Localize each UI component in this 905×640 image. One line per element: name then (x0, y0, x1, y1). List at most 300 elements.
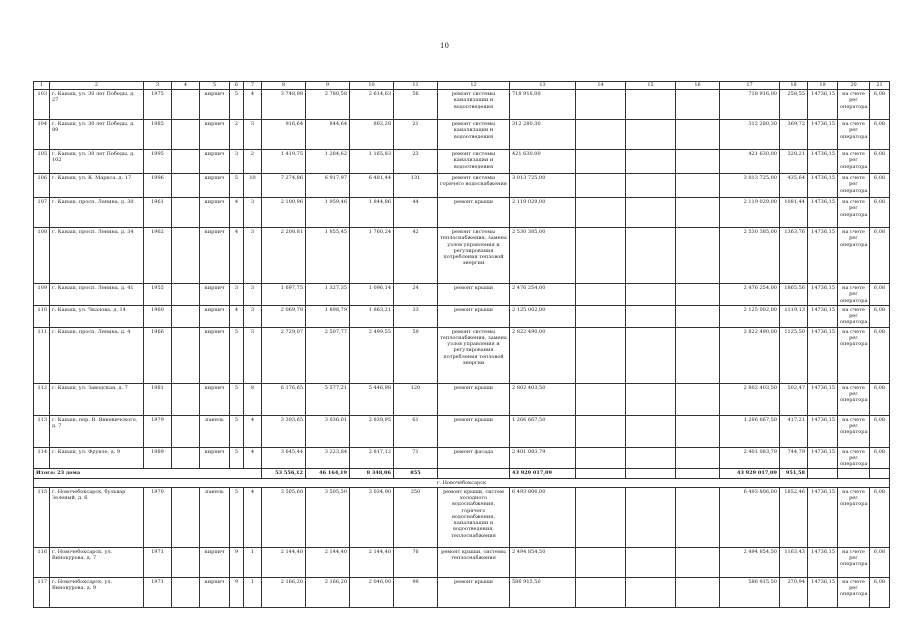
total-cost-cell: 6 493 806,00 (720, 487, 780, 547)
empty-cell (626, 383, 676, 415)
empty-cell (626, 487, 676, 547)
empty-cell (626, 90, 676, 120)
residential-area-cell: 2 817,12 (350, 447, 394, 469)
table-row (34, 284, 890, 306)
total-cost-cell: 312 280,30 (720, 120, 780, 150)
empty-cell (626, 174, 676, 198)
empty-cell (626, 228, 676, 284)
column-number-cell: 1 (34, 82, 50, 90)
cost-per-m2-cell: 258,55 (780, 90, 808, 120)
limit-cost-cell: 14736,15 (808, 547, 838, 577)
residential-area-cell: 1 863,21 (350, 305, 394, 327)
year-cell: 1989 (144, 447, 172, 469)
premises-area-cell: 844,64 (306, 120, 350, 150)
floors-cell: 4 (230, 305, 244, 327)
empty-cell (576, 228, 626, 284)
total-area-cell: 3 748,98 (262, 90, 306, 120)
year-cell: 1971 (144, 577, 172, 607)
residents-cell: 76 (394, 547, 438, 577)
empty-cell (626, 469, 676, 478)
empty-cell (172, 305, 200, 327)
residential-area-cell: 3 034,90 (350, 487, 394, 547)
table-row (34, 383, 890, 415)
column-number-cell: 4 (172, 82, 200, 90)
funding-source-cell: на счете рег оператора (838, 415, 870, 447)
cost-per-m2-cell: 1865,56 (780, 284, 808, 306)
term-cell: 6,08 (870, 90, 890, 120)
wall-material-cell: панель (200, 415, 230, 447)
column-number-cell: 10 (350, 82, 394, 90)
empty-cell (576, 284, 626, 306)
floors-cell: 3 (230, 150, 244, 174)
total-area-cell: 2 100,96 (262, 198, 306, 228)
premises-area-cell: 1 327,35 (306, 284, 350, 306)
total-area-cell: 7 274,86 (262, 174, 306, 198)
address-cell: г. Новочебоксарск, ул. Винокурова, д. 7 (50, 547, 144, 577)
premises-area-cell: 1 284,62 (306, 150, 350, 174)
empty-cell (576, 487, 626, 547)
floors-cell: 5 (230, 174, 244, 198)
empty-cell (576, 150, 626, 174)
empty-cell (676, 577, 720, 607)
residents-cell: 131 (394, 174, 438, 198)
floors-cell: 5 (230, 327, 244, 383)
residential-area-cell: 802,28 (350, 120, 394, 150)
total-row (34, 469, 890, 478)
wall-material-cell: кирпич (200, 174, 230, 198)
entrances-cell: 3 (244, 327, 262, 383)
term-cell: 6,08 (870, 174, 890, 198)
entrances-cell: 4 (244, 415, 262, 447)
residents-cell: 61 (394, 415, 438, 447)
limit-cost-cell: 14736,15 (808, 415, 838, 447)
cost-per-m2-cell: 951,58 (780, 469, 808, 478)
empty-cell (676, 150, 720, 174)
premises-area-cell: 2 166,20 (306, 577, 350, 607)
work-type-cell: ремонт системы канализации и водоотведения (438, 120, 510, 150)
residents-cell: 71 (394, 447, 438, 469)
empty-cell (676, 383, 720, 415)
residents-cell: 42 (394, 228, 438, 284)
year-cell: 1996 (144, 174, 172, 198)
total-cost-cell: 421 630,00 (720, 150, 780, 174)
total-label-cell: Итого: 23 дома (34, 469, 262, 478)
empty-cell (676, 447, 720, 469)
work-type-cell: ремонт крыши (438, 305, 510, 327)
table-row (34, 305, 890, 327)
limit-cost-cell: 14736,15 (808, 487, 838, 547)
floors-cell: 5 (230, 447, 244, 469)
empty-cell (676, 327, 720, 383)
row-number-cell: 111 (34, 327, 50, 383)
empty-cell (172, 150, 200, 174)
work-type-cell: ремонт фасада (438, 447, 510, 469)
floors-cell: 9 (230, 547, 244, 577)
address-cell: г. Новочебоксарск, ул. Винокурова, д. 9 (50, 577, 144, 607)
cost-cell: 3 013 725,00 (510, 174, 576, 198)
total-cost-cell: 2 476 254,00 (720, 284, 780, 306)
column-number-cell: 6 (230, 82, 244, 90)
cost-cell: 312 280,30 (510, 120, 576, 150)
table-row (34, 198, 890, 228)
limit-cost-cell: 14736,15 (808, 305, 838, 327)
funding-source-cell: на счете рег оператора (838, 327, 870, 383)
cost-cell: 2 530 385,00 (510, 228, 576, 284)
column-number-cell: 5 (200, 82, 230, 90)
work-type-cell: ремонт крыши, системы теплоснабжения (438, 547, 510, 577)
wall-material-cell: кирпич (200, 120, 230, 150)
wall-material-cell: кирпич (200, 150, 230, 174)
empty-cell (172, 487, 200, 547)
wall-material-cell: кирпич (200, 327, 230, 383)
premises-area-cell: 2 144,40 (306, 547, 350, 577)
premises-area-cell: 46 164,19 (306, 469, 350, 478)
total-area-cell: 6 176,65 (262, 383, 306, 415)
entrances-cell: 4 (244, 447, 262, 469)
term-cell: 6,08 (870, 415, 890, 447)
table-row (34, 447, 890, 469)
empty-cell (172, 198, 200, 228)
premises-area-cell: 1 855,45 (306, 228, 350, 284)
term-cell: 6,08 (870, 383, 890, 415)
work-type-cell: ремонт крыши (438, 284, 510, 306)
column-number-cell: 19 (808, 82, 838, 90)
total-area-cell: 2 166,20 (262, 577, 306, 607)
total-area-cell: 2 144,40 (262, 547, 306, 577)
address-cell: г. Канаш, ул. 30 лет Победы, д. 27 (50, 90, 144, 120)
empty-cell (676, 284, 720, 306)
row-number-cell: 110 (34, 305, 50, 327)
residential-area-cell: 1 165,83 (350, 150, 394, 174)
work-type-cell: ремонт системы канализации и водоотведения (438, 90, 510, 120)
row-number-cell: 116 (34, 547, 50, 577)
term-cell: 6,08 (870, 577, 890, 607)
limit-cost-cell: 14736,15 (808, 228, 838, 284)
term-cell: 6,08 (870, 228, 890, 284)
year-cell: 1970 (144, 487, 172, 547)
cost-per-m2-cell: 1125,50 (780, 327, 808, 383)
empty-cell (808, 469, 838, 478)
empty-cell (576, 577, 626, 607)
work-type-cell: ремонт крыши (438, 577, 510, 607)
premises-area-cell: 3 036,01 (306, 415, 350, 447)
cost-per-m2-cell: 1363,76 (780, 228, 808, 284)
empty-cell (172, 174, 200, 198)
premises-area-cell: 2 780,58 (306, 90, 350, 120)
work-type-cell: ремонт системы теплоснабжения, замена узлов управления и регулирования потребления тепловой энергии (438, 327, 510, 383)
residential-area-cell: 6 481,44 (350, 174, 394, 198)
premises-area-cell: 3 223,84 (306, 447, 350, 469)
empty-cell (172, 547, 200, 577)
table-row (34, 415, 890, 447)
table-row (34, 228, 890, 284)
premises-area-cell: 3 505,50 (306, 487, 350, 547)
floors-cell: 4 (230, 228, 244, 284)
page-number: 10 (440, 42, 449, 50)
wall-material-cell: кирпич (200, 284, 230, 306)
residential-area-cell: 2 046,00 (350, 577, 394, 607)
address-cell: г. Канаш, пер. В. Янкевичского, д. 7 (50, 415, 144, 447)
residential-area-cell: 2 614,63 (350, 90, 394, 120)
year-cell: 1985 (144, 120, 172, 150)
residents-cell: 120 (394, 383, 438, 415)
cost-cell: 1 266 667,50 (510, 415, 576, 447)
limit-cost-cell: 14736,15 (808, 120, 838, 150)
row-number-cell: 117 (34, 577, 50, 607)
empty-cell (172, 327, 200, 383)
empty-cell (676, 415, 720, 447)
floors-cell: 3 (230, 284, 244, 306)
term-cell: 6,08 (870, 547, 890, 577)
limit-cost-cell: 14736,15 (808, 174, 838, 198)
cost-per-m2-cell: 328,21 (780, 150, 808, 174)
row-number-cell: 114 (34, 447, 50, 469)
limit-cost-cell: 14736,15 (808, 577, 838, 607)
row-number-cell: 115 (34, 487, 50, 547)
empty-cell (676, 469, 720, 478)
funding-source-cell: на счете рег оператора (838, 487, 870, 547)
wall-material-cell: кирпич (200, 305, 230, 327)
entrances-cell: 3 (244, 228, 262, 284)
empty-cell (676, 90, 720, 120)
empty-cell (626, 150, 676, 174)
residential-area-cell: 2 839,95 (350, 415, 394, 447)
floors-cell: 4 (230, 198, 244, 228)
column-number-cell: 9 (306, 82, 350, 90)
limit-cost-cell: 14736,15 (808, 150, 838, 174)
total-cost-cell: 586 915,50 (720, 577, 780, 607)
cost-cell: 2 125 002,00 (510, 305, 576, 327)
total-area-cell: 1 697,75 (262, 284, 306, 306)
limit-cost-cell: 14736,15 (808, 198, 838, 228)
row-number-cell: 109 (34, 284, 50, 306)
total-area-cell: 2 729,07 (262, 327, 306, 383)
address-cell: г. Новочебоксарск, бульвар Зеленый, д. 6 (50, 487, 144, 547)
term-cell: 6,08 (870, 150, 890, 174)
empty-cell (576, 174, 626, 198)
residential-area-cell: 1 096,14 (350, 284, 394, 306)
column-number-cell: 16 (676, 82, 720, 90)
funding-source-cell: на счете рег оператора (838, 547, 870, 577)
residents-cell: 56 (394, 90, 438, 120)
empty-cell (172, 415, 200, 447)
entrances-cell: 3 (244, 120, 262, 150)
empty-cell (172, 90, 200, 120)
floors-cell: 5 (230, 487, 244, 547)
table-row (34, 577, 890, 607)
limit-cost-cell: 14736,15 (808, 383, 838, 415)
empty-cell (626, 447, 676, 469)
total-cost-cell: 2 401 083,79 (720, 447, 780, 469)
empty-cell (626, 198, 676, 228)
wall-material-cell: кирпич (200, 383, 230, 415)
term-cell: 6,08 (870, 447, 890, 469)
empty-cell (576, 547, 626, 577)
empty-cell (172, 228, 200, 284)
residential-area-cell: 2 499,55 (350, 327, 394, 383)
funding-source-cell: на счете рег оператора (838, 228, 870, 284)
empty-cell (576, 469, 626, 478)
total-area-cell: 3 505,60 (262, 487, 306, 547)
empty-cell (438, 469, 510, 478)
table-row (34, 174, 890, 198)
cost-per-m2-cell: 417,21 (780, 415, 808, 447)
empty-cell (172, 120, 200, 150)
entrances-cell: 2 (244, 150, 262, 174)
table-row (34, 327, 890, 383)
premises-area-cell: 6 917,97 (306, 174, 350, 198)
residential-area-cell: 2 144,40 (350, 547, 394, 577)
year-cell: 1971 (144, 547, 172, 577)
funding-source-cell: на счете рег оператора (838, 150, 870, 174)
cost-cell: 6 493 806,00 (510, 487, 576, 547)
address-cell: г. Канаш, просп. Ленина, д. 30 (50, 198, 144, 228)
empty-cell (676, 547, 720, 577)
column-number-cell: 14 (576, 82, 626, 90)
cost-cell: 2 119 029,00 (510, 198, 576, 228)
column-number-cell: 15 (626, 82, 676, 90)
row-number-cell: 108 (34, 228, 50, 284)
premises-area-cell: 1 898,79 (306, 305, 350, 327)
total-area-cell: 916,64 (262, 120, 306, 150)
capital-repair-table (33, 81, 890, 608)
year-cell: 1966 (144, 327, 172, 383)
total-cost-cell: 2 125 002,00 (720, 305, 780, 327)
table-row (34, 150, 890, 174)
row-number-cell: 112 (34, 383, 50, 415)
empty-cell (626, 327, 676, 383)
empty-cell (576, 120, 626, 150)
cost-per-m2-cell: 502,47 (780, 383, 808, 415)
entrances-cell: 8 (244, 383, 262, 415)
total-cost-cell: 2 494 854,50 (720, 547, 780, 577)
year-cell: 1955 (144, 284, 172, 306)
address-cell: г. Канаш, ул. Фрунзе, д. 9 (50, 447, 144, 469)
work-type-cell: ремонт крыши (438, 415, 510, 447)
term-cell: 6,08 (870, 198, 890, 228)
cost-per-m2-cell: 1081,44 (780, 198, 808, 228)
entrances-cell: 3 (244, 284, 262, 306)
residential-area-cell: 8 348,06 (350, 469, 394, 478)
total-cost-cell: 2 119 029,00 (720, 198, 780, 228)
cost-cell: 2 401 083,79 (510, 447, 576, 469)
residents-cell: 855 (394, 469, 438, 478)
year-cell: 1975 (144, 90, 172, 120)
work-type-cell: ремонт системы теплоснабжения, замена узлов управления и регулирования потребления тепловой энергии (438, 228, 510, 284)
empty-cell (870, 469, 890, 478)
wall-material-cell: кирпич (200, 228, 230, 284)
work-type-cell: ремонт системы горячего водоснабжения (438, 174, 510, 198)
row-number-cell: 113 (34, 415, 50, 447)
cost-per-m2-cell: 1852,46 (780, 487, 808, 547)
entrances-cell: 3 (244, 198, 262, 228)
wall-material-cell: кирпич (200, 547, 230, 577)
column-number-cell: 8 (262, 82, 306, 90)
wall-material-cell: кирпич (200, 90, 230, 120)
total-cost-cell: 1 266 667,50 (720, 415, 780, 447)
column-number-row (34, 82, 890, 90)
column-number-cell: 2 (50, 82, 144, 90)
total-area-cell: 2 069,79 (262, 305, 306, 327)
residents-cell: 24 (394, 284, 438, 306)
column-number-cell: 11 (394, 82, 438, 90)
funding-source-cell: на счете рег оператора (838, 284, 870, 306)
address-cell: г. Канаш, просп. Ленина, д. 4 (50, 327, 144, 383)
year-cell: 1995 (144, 150, 172, 174)
empty-cell (676, 198, 720, 228)
limit-cost-cell: 14736,15 (808, 447, 838, 469)
premises-area-cell: 1 959,46 (306, 198, 350, 228)
residents-cell: 250 (394, 487, 438, 547)
residential-area-cell: 1 844,86 (350, 198, 394, 228)
empty-cell (626, 120, 676, 150)
premises-area-cell: 2 507,77 (306, 327, 350, 383)
empty-cell (626, 284, 676, 306)
empty-cell (576, 305, 626, 327)
empty-cell (676, 305, 720, 327)
year-cell: 1979 (144, 415, 172, 447)
term-cell: 6,08 (870, 487, 890, 547)
empty-cell (172, 447, 200, 469)
column-number-cell: 20 (838, 82, 870, 90)
empty-cell (626, 547, 676, 577)
empty-cell (172, 383, 200, 415)
address-cell: г. Канаш, ул. К. Маркса, д. 17 (50, 174, 144, 198)
cost-cell: 2 802 403,50 (510, 383, 576, 415)
entrances-cell: 10 (244, 174, 262, 198)
empty-cell (576, 327, 626, 383)
cost-cell: 718 916,00 (510, 90, 576, 120)
premises-area-cell: 5 577,21 (306, 383, 350, 415)
total-area-cell: 3 645,44 (262, 447, 306, 469)
work-type-cell: ремонт крыши, систем холодного водоснабжения, горячего водоснабжения, канализации и водоотведения, теплоснабжения (438, 487, 510, 547)
column-number-cell: 12 (438, 82, 510, 90)
empty-cell (626, 577, 676, 607)
floors-cell: 5 (230, 90, 244, 120)
entrances-cell: 1 (244, 577, 262, 607)
total-area-cell: 1 419,75 (262, 150, 306, 174)
table-row (34, 547, 890, 577)
row-number-cell: 107 (34, 198, 50, 228)
cost-cell: 2 494 854,50 (510, 547, 576, 577)
work-type-cell: ремонт крыши (438, 383, 510, 415)
cost-cell: 2 476 254,00 (510, 284, 576, 306)
residents-cell: 59 (394, 327, 438, 383)
total-cost-cell: 43 929 017,09 (720, 469, 780, 478)
cost-per-m2-cell: 369,72 (780, 120, 808, 150)
empty-cell (626, 305, 676, 327)
year-cell: 1981 (144, 383, 172, 415)
floors-cell: 2 (230, 120, 244, 150)
empty-cell (576, 415, 626, 447)
address-cell: г. Канаш, просп. Ленина, д. 34 (50, 228, 144, 284)
cost-per-m2-cell: 435,64 (780, 174, 808, 198)
residential-area-cell: 5 446,98 (350, 383, 394, 415)
column-number-cell: 13 (510, 82, 576, 90)
limit-cost-cell: 14736,15 (808, 284, 838, 306)
total-area-cell: 3 393,65 (262, 415, 306, 447)
empty-cell (172, 577, 200, 607)
funding-source-cell: на счете рег оператора (838, 198, 870, 228)
floors-cell: 9 (230, 577, 244, 607)
residential-area-cell: 1 760,24 (350, 228, 394, 284)
empty-cell (626, 415, 676, 447)
work-type-cell: ремонт системы канализации и водоотведения (438, 150, 510, 174)
term-cell: 6,08 (870, 284, 890, 306)
year-cell: 1960 (144, 305, 172, 327)
funding-source-cell: на счете рег оператора (838, 174, 870, 198)
empty-cell (172, 284, 200, 306)
